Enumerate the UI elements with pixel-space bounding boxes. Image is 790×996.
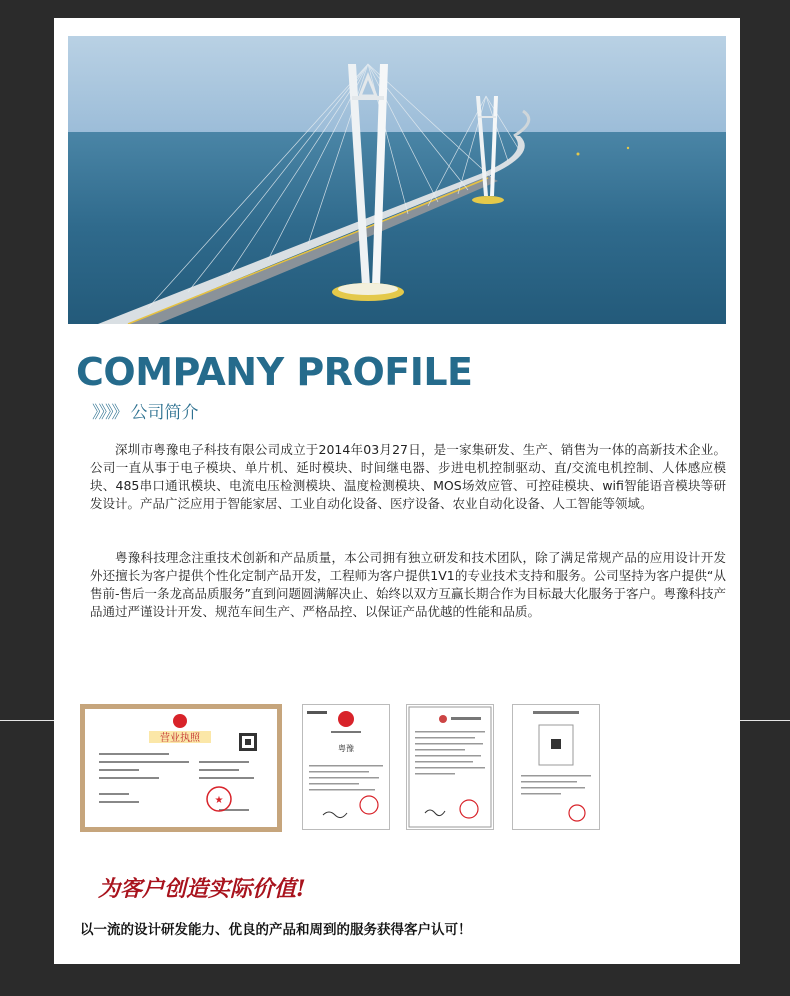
profile-page: [54, 18, 740, 964]
license-title: 营业执照: [160, 733, 200, 744]
trademark-certificate: [302, 704, 390, 830]
philosophy-paragraph: 粤豫科技理念注重技术创新和产品质量，本公司拥有独立研发和技术团队，除了满足常规产品的应用设计开发外还擅长为客户提供个性化定制产品开发，工程师为客户提供1V1的专业技术支持和服务。公司坚持为客户提供“从售前-售后一条龙高品质服务”直到问题圆满解决止、始终以双方互赢长期合作为目标最大化服务于客户。粤豫科技产品通过严谨设计开发、规范车间生产、严格品控、以保证产品优越的性能和品质。: [90, 550, 726, 619]
section-subtitle: [92, 398, 199, 423]
slogan: 为客户创造实际价值!: [98, 876, 306, 902]
certificates-row: [54, 700, 740, 830]
intro-paragraph: 深圳市粤豫电子科技有限公司成立于2014年03月27日，是一家集研发、生产、销售为一体的高新技术企业。公司一直从事于电子模块、单片机、延时模块、时间继电器、步进电机控制驱动、直/交流电机控制、人体感应模块、485串口通讯模块、电流电压检测模块、温度检测模块、MOS场效应管、可控硅模块、wifi智能语音模块等研发设计。产品广泛应用于智能家居、工业自动化设备、医疗设备、农业自动化设备、人工智能等领域。: [90, 442, 726, 511]
trademark-mark: 粤豫: [338, 744, 354, 753]
subtitle-text: 公司简介: [130, 403, 199, 423]
page-title: COMPANY PROFILE: [76, 350, 473, 394]
svg-text:★: ★: [214, 795, 224, 806]
seal-icon: [569, 805, 585, 821]
seal-icon: [360, 796, 378, 814]
emblem-icon: [338, 711, 354, 727]
hero-bridge-photo: [68, 36, 726, 324]
patent-certificate: [406, 704, 494, 830]
signature-icon: [425, 810, 445, 816]
design-certificate: [512, 704, 600, 830]
patent-logo-icon: [439, 715, 447, 723]
national-emblem-icon: [173, 714, 187, 728]
signature-icon: [323, 812, 347, 818]
seal-icon: [460, 800, 478, 818]
chevrons-icon: 》》》》: [92, 403, 127, 423]
tagline: 以一流的设计研发能力、优良的产品和周到的服务获得客户认可！: [80, 922, 472, 938]
business-license-certificate: [80, 704, 282, 832]
